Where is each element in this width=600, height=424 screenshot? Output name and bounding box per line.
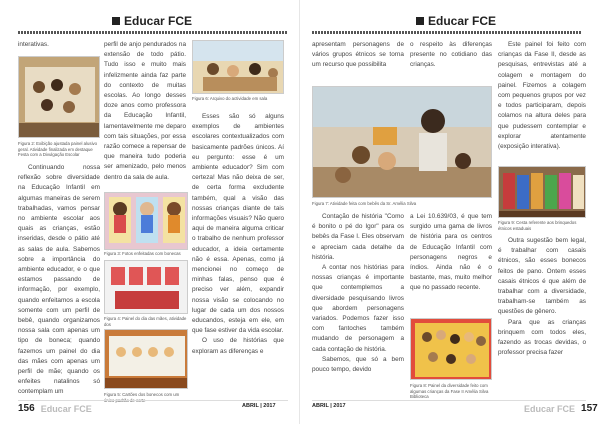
right-column-3b <box>498 236 586 358</box>
right-col2-para2: a Lei 10.639/03, é que tem surgido uma gama de livros de história para os centros de Educação Infantil com personagens negros e índios. Ainda não é o bastante, mas, muito melhor que no passado recente. <box>410 213 492 292</box>
right-column-1b <box>312 212 404 375</box>
figure-3-illustration <box>105 193 188 250</box>
left-footer-date: ABRIL | 2017 <box>242 403 276 409</box>
right-column-1 <box>312 40 404 71</box>
left-page-number: 156 <box>18 403 35 414</box>
left-column-1b <box>18 163 100 398</box>
right-footer-rule <box>312 400 586 401</box>
figure-9-illustration <box>499 167 586 218</box>
right-footer-date: ABRIL | 2017 <box>312 403 346 409</box>
figure-7-caption: Figura 7: Atividade feita com bebês da Sr. Amélia Silva <box>312 201 417 206</box>
right-header-rule <box>312 31 582 34</box>
left-footer-date-wrap <box>242 403 276 409</box>
figure-4-illustration <box>105 261 188 314</box>
left-column-2 <box>104 40 186 183</box>
right-column-2b <box>410 212 492 294</box>
left-header-rule <box>18 31 288 34</box>
figure-7-illustration <box>313 87 492 198</box>
right-col3-para1: Este painel foi feito com crianças da Fase II, desde as pesquisas, entrevistas até a colagem e montagem do painel. Fizemos a colagem com pequenos grupos por vez e todos participaram, depois colamos na altura deles para que pudessem contemplar e explorar atentamente (exposição interativa). <box>498 41 586 151</box>
left-col3-para1: Esses são só alguns exemplos de ambientes escolares contextualizados com basicamente padrões únicos. Aí eu pergunto: esse é um ambiente educador? Sim com certeza! Mas não deixa de ser, de certa forma excludente também, qual a visão das nossas crianças diante de tais informações visuais? Não quero aqui de maneira alguma criticar o trabalho de nenhum professor educador, a ideia certamente não é essa. Apenas, como já mencionei no começo de minhas falas, penso que é preciso ver além, expandir nossa visão se colocando no lugar de cada um dos nossos educandos, esteja em ele, em que fase estiver da vida escolar. <box>192 113 284 335</box>
figure-5-illustration <box>105 330 188 389</box>
right-col1-para1: apresentam personagens de vários grupos étnicos se torna um recurso que possibilita <box>312 41 404 69</box>
left-col1-para1: interativas. <box>18 41 49 48</box>
right-column-3 <box>498 40 586 152</box>
figure-8-illustration <box>411 319 492 380</box>
figure-6-illustration <box>193 41 284 94</box>
figure-2-photo <box>18 56 100 138</box>
right-page <box>300 0 600 424</box>
figure-2-illustration <box>19 57 100 138</box>
right-footer <box>518 403 598 414</box>
right-page-number: 157 <box>581 403 598 414</box>
figure-6-photo <box>192 40 284 94</box>
figure-9-caption: Figura 9: Cesta referente aos brinquedos étnicos estaduais <box>498 220 577 231</box>
right-col1-para4: Sabemos, que só a bem pouco tempo, devido <box>312 355 404 374</box>
left-footer-brand: Educar FCE <box>40 403 92 414</box>
left-header <box>112 14 192 28</box>
right-col2-para1: o respeito às diferenças presente no cotidiano das crianças. <box>410 41 492 69</box>
right-header <box>416 14 496 28</box>
left-column-1 <box>18 40 100 50</box>
right-col3-para2: Outra sugestão bem legal, é trabalhar com casais étnicos, são esses bonecos feitos de pano. Ontem esses casais étnicos é que além de trabalhar com a diversidade, trabalham-se também as questões de gênero. <box>498 237 586 316</box>
left-col3-para2: O uso de histórias que exploram as diferenças e <box>192 337 284 355</box>
left-footer-rule <box>18 400 288 401</box>
figure-4-caption: Figura 4: Painel do dia das mães, atividade dos <box>104 316 187 327</box>
figure-5-caption: Figura 5: Cartões dos bonecos com um <box>104 392 180 397</box>
right-col3-para3: Para que as crianças brinquem com todos eles, fazendo as trocas devidas, o professor precisa fazer <box>498 318 586 357</box>
figure-3-photo <box>104 192 188 250</box>
figure-8-photo <box>410 318 492 380</box>
figure-8-caption: Figura 8: Painel da diversidade feito com algumas crianças da Fase II Amélia Silva Biblioteca <box>410 383 489 400</box>
right-column-2 <box>410 40 492 71</box>
left-footer <box>18 403 98 414</box>
right-col1-para3: A contar nos histórias para nossas crianças é importante que contemplemos a diversidade pesquisando livros que abordem personagens variados. Podemos fazer isso com fantoches também mudando de personagem a cada contação de história. <box>312 264 404 353</box>
figure-7-photo <box>312 86 492 198</box>
header-square-icon <box>416 17 424 25</box>
figure-9-photo <box>498 166 586 218</box>
header-square-icon <box>112 17 120 25</box>
right-footer-brand: Educar FCE <box>524 403 576 414</box>
left-col2-para1: perfil de anjo pendurados na extensão de todo pátio. Tudo isso e muito mais infelizmente ainda faz parte do contexto de muitas escolas. Ao longo desses doze anos como professora da Educação Infantil, lamentavelmente me deparo com tais situações, por essa razão comece a repensar de que maneira tudo poderia ser amenizado, pelo menos dentro da sala de aula. <box>104 41 186 181</box>
figure-3-caption: Figura 3: Fotos enfeitadas com bonecas <box>104 251 181 256</box>
figure-6-caption: Figura 6: Arquivo do actividade em sala <box>192 96 268 101</box>
right-col1-para2: Contação de história "Como é bonito o pé do Igor" para os bebês da Fase I. Eles observam e apreciam cada detalhe da história. <box>312 213 404 261</box>
right-footer-date-wrap <box>312 403 346 409</box>
figure-4-photo <box>104 260 188 314</box>
left-col1-para2: Continuando nossa reflexão sobre diversidade na Educação Infantil em algumas maneiras de serem trabalhadas, vamos pensar no ambiente escolar aos quais as crianças, estão inseridas, desde o pátio até as salas de aula. Sabemos sobre a importância do ambiente educador, e o que estamos passando de informação, por exemplo, quando enfeitamos a escola somente com um perfil de bebê, quando organizamos nossa sala com apenas um tipo de boneca; quando fazemos um painel do dia das mães com apenas um perfil de mãe; quando os enfeites natalinos só contemplam um <box>18 164 100 396</box>
figure-5-photo <box>104 329 188 389</box>
right-header-title: Educar FCE <box>428 14 497 28</box>
left-header-title: Educar FCE <box>124 14 193 28</box>
figure-2-caption: Figura 2: Exibição ajustada painel alusivo geral. Atividade finalizada em destaque Festa com a Divulgação Escolar <box>18 141 98 158</box>
left-column-3 <box>192 112 284 357</box>
